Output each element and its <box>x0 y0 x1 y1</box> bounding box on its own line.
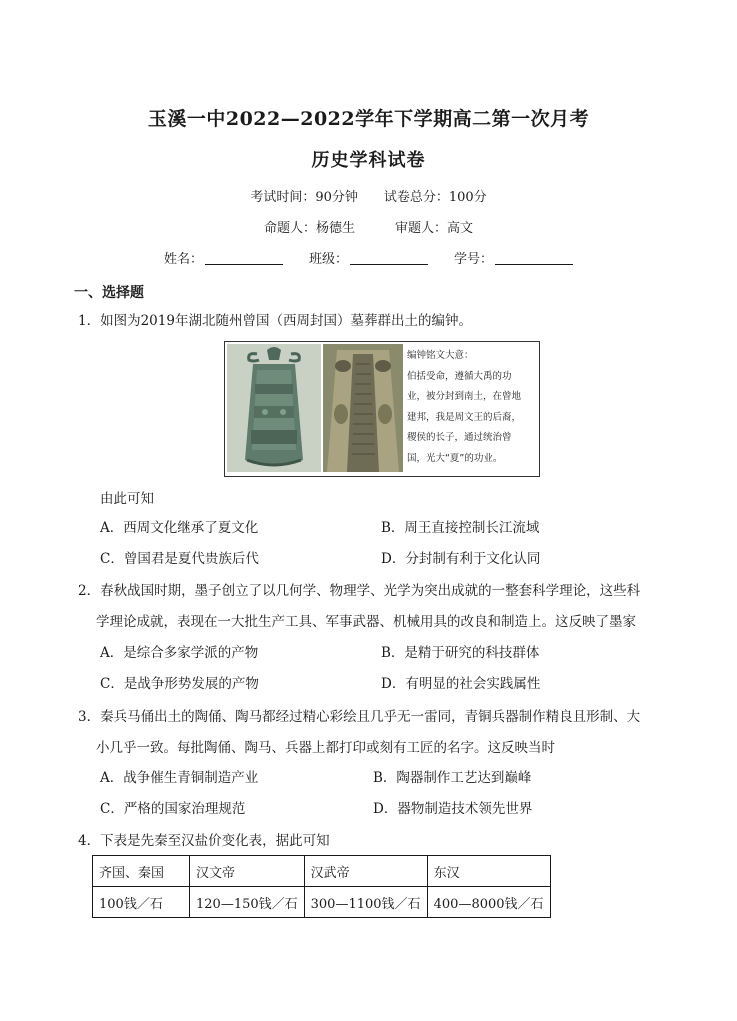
table-header-cell: 齐国、秦国 <box>93 856 190 887</box>
reviewer: 审题人：高文 <box>395 221 474 236</box>
table-row <box>93 887 551 918</box>
name-field[interactable] <box>205 252 283 265</box>
q3-stem-line1: 3．秦兵马俑出土的陶俑、陶马都经过精心彩绘且几乎无一雷同，青铜兵器制作精良且形制、大 <box>78 709 641 725</box>
caption-line: 建邦，我是周文王的后裔， <box>407 411 522 423</box>
caption-line: 稷侯的长子，通过统治曾 <box>407 432 512 443</box>
caption-line: 伯括受命，遵循大禹的功 <box>407 370 512 382</box>
name-label: 姓名： <box>163 252 203 267</box>
q3-stem-line2: 小几乎一致。每批陶俑、陶马、兵器上都打印或刻有工匠的名字。这反映当时 <box>96 740 555 756</box>
class-field[interactable] <box>350 252 428 265</box>
q1-option-c[interactable]: C．曾国君是夏代贵族后代 <box>100 551 259 567</box>
q2-stem-line2: 学理论成就，表现在一大批生产工具、军事武器、机械用具的改良和制造上。这反映了墨家 <box>96 614 636 630</box>
q2-option-c[interactable]: C．是战争形势发展的产物 <box>100 676 259 692</box>
caption-line: 编钟铭文大意： <box>407 350 474 361</box>
table-cell: 100钱／石 <box>93 887 190 918</box>
table-cell: 300—1100钱／石 <box>304 887 427 918</box>
bell-photo <box>227 344 321 472</box>
table-header-cell: 汉文帝 <box>190 856 305 887</box>
student-info-line <box>0 248 737 267</box>
q1-option-d[interactable]: D．分封制有利于文化认同 <box>381 551 541 567</box>
total-score: 试卷总分：100分 <box>383 190 487 205</box>
q1-lead: 由此可知 <box>100 491 154 507</box>
q3-option-d[interactable]: D．器物制造技术领先世界 <box>373 801 533 817</box>
q1-figure <box>224 341 540 477</box>
table-cell: 120—150钱／石 <box>190 887 305 918</box>
q2-option-b[interactable]: B．是精于研究的科技群体 <box>381 645 540 661</box>
salt-price-table <box>92 855 551 918</box>
q1-stem: 1．如图为2019年湖北随州曾国（西周封国）墓葬群出土的编钟。 <box>78 313 472 329</box>
q2-stem-line1: 2．春秋战国时期，墨子创立了以几何学、物理学、光学为突出成就的一整套科学理论，这些科 <box>78 583 641 599</box>
inscription-caption <box>407 346 535 472</box>
inscription-photo <box>323 344 403 472</box>
table-header-row <box>93 856 551 887</box>
q2-option-d[interactable]: D．有明显的社会实践属性 <box>381 676 541 692</box>
q3-option-a[interactable]: A．战争催生青铜制造产业 <box>100 770 259 786</box>
author-line <box>0 217 737 236</box>
exam-title: 玉溪一中2022—2022学年下学期高二第一次月考 <box>147 108 590 130</box>
class-label: 班级： <box>308 252 348 267</box>
q2-option-a[interactable]: A．是综合多家学派的产物 <box>100 645 259 661</box>
table-header-cell: 汉武帝 <box>304 856 427 887</box>
q1-option-b[interactable]: B．周王直接控制长江流域 <box>381 520 540 536</box>
author: 命题人：杨德生 <box>263 221 355 236</box>
id-label: 学号： <box>454 252 494 267</box>
exam-time: 考试时间：90分钟 <box>250 190 358 205</box>
q3-option-b[interactable]: B．陶器制作工艺达到巅峰 <box>373 770 532 786</box>
table-header-cell: 东汉 <box>427 856 550 887</box>
exam-subtitle: 历史学科试卷 <box>311 150 426 171</box>
id-field[interactable] <box>495 252 573 265</box>
q4-stem: 4．下表是先秦至汉盐价变化表，据此可知 <box>78 833 330 849</box>
caption-line: 国，光大“夏”的功业。 <box>407 452 503 464</box>
section-title: 一、选择题 <box>74 285 144 301</box>
table-cell: 400—8000钱／石 <box>427 887 550 918</box>
q1-option-a[interactable]: A．西周文化继承了夏文化 <box>100 520 259 536</box>
caption-line: 业，被分封到南土，在曾地 <box>407 391 522 402</box>
exam-info-line <box>0 186 737 205</box>
q3-option-c[interactable]: C．严格的国家治理规范 <box>100 801 246 817</box>
